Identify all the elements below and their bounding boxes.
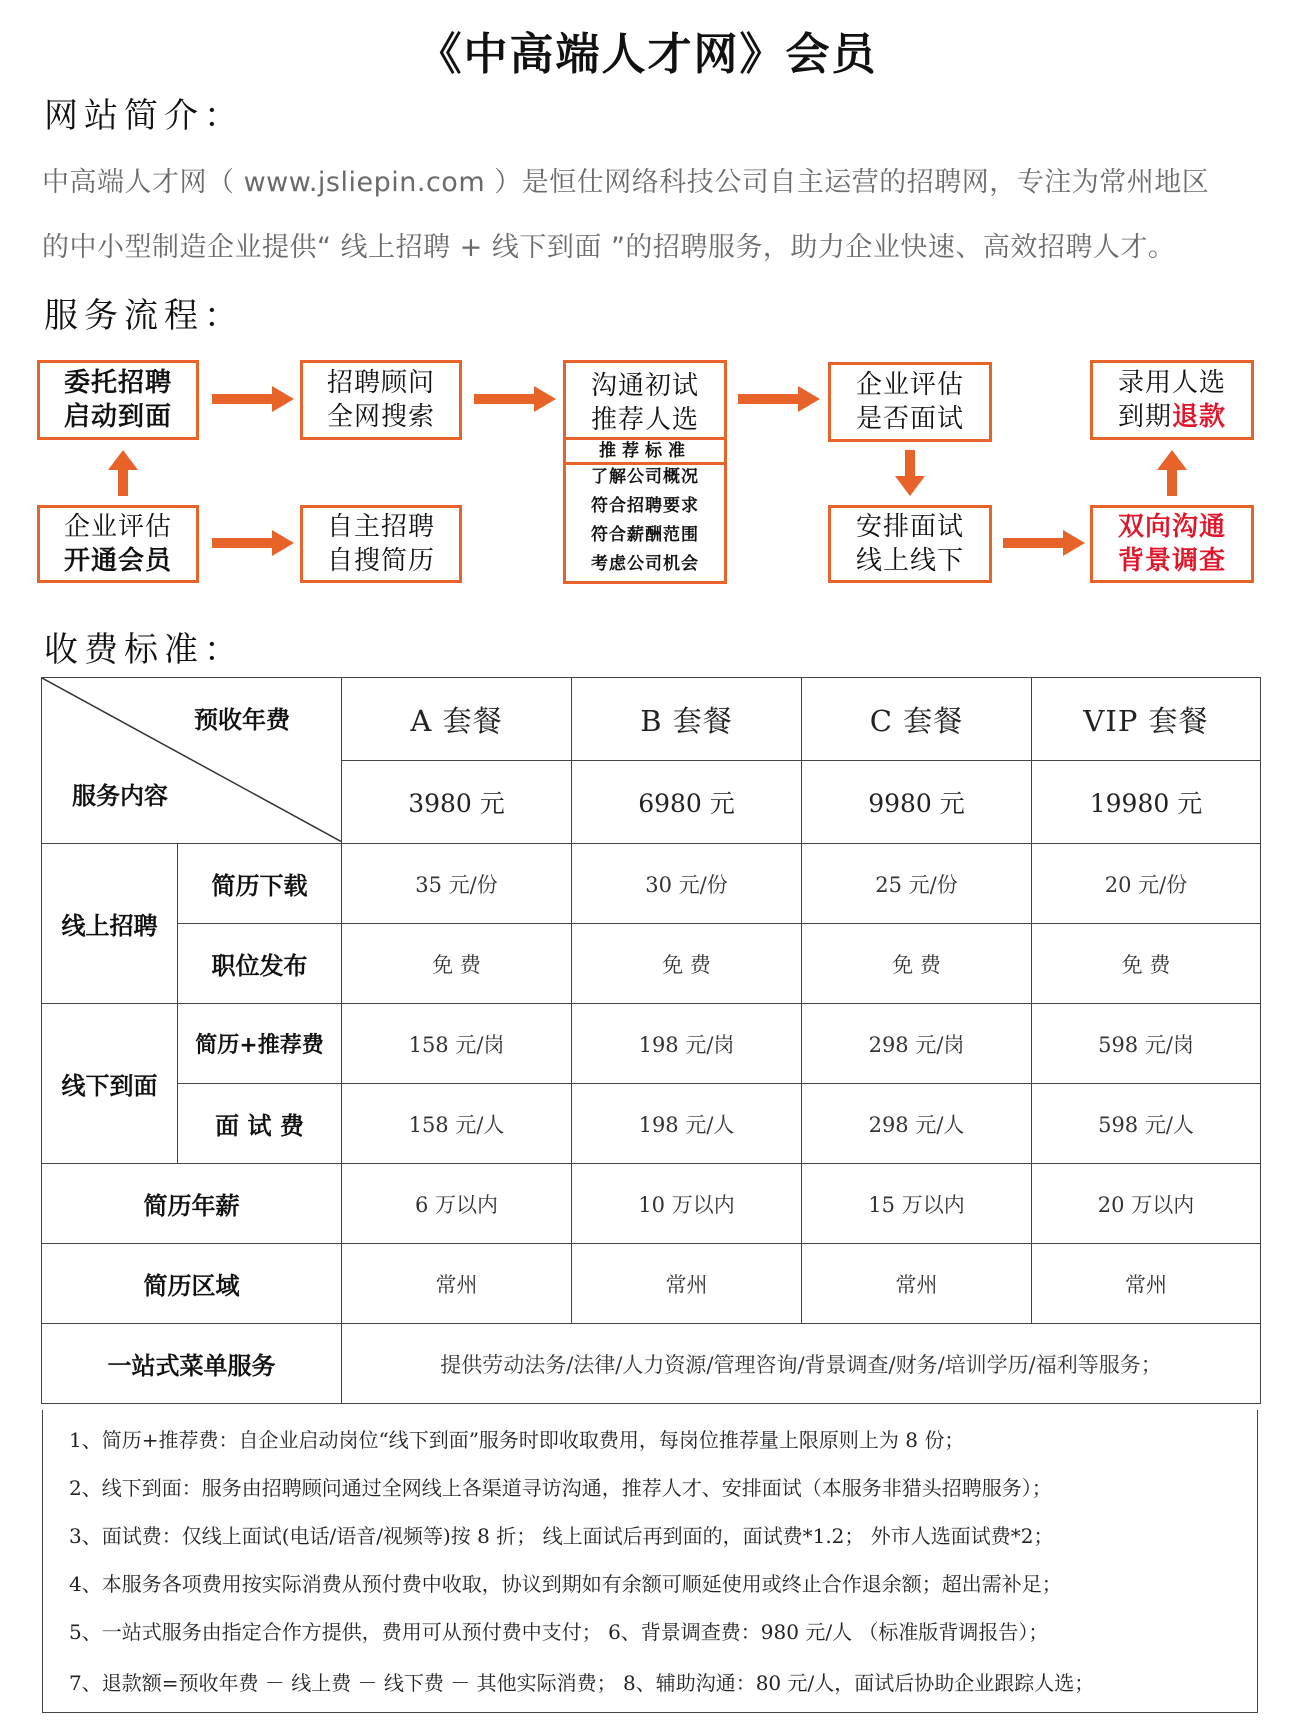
arrow-right-icon bbox=[1003, 530, 1085, 556]
table-cell: 158 元/人 bbox=[342, 1084, 572, 1164]
flow-box-text: 是否面试 bbox=[855, 404, 964, 434]
arrow-down-icon bbox=[895, 450, 925, 496]
note-item: 4、本服务各项费用按实际消费从预付费中收取，协议到期如有余额可顺延使用或终止合作退余额；超出需补足； bbox=[69, 1572, 1062, 1596]
package-header: A 套餐 bbox=[342, 678, 572, 761]
table-cell: 常州 bbox=[802, 1244, 1032, 1324]
table-cell: 6 万以内 bbox=[342, 1164, 572, 1244]
arrow-up-icon bbox=[108, 450, 138, 496]
table-cell: 198 元/岗 bbox=[572, 1004, 802, 1084]
table-cell: 298 元/人 bbox=[802, 1084, 1032, 1164]
flow-box-text: 启动到面 bbox=[63, 402, 172, 432]
fees-heading: 收费标准： bbox=[44, 630, 244, 670]
criteria-item: 符合薪酬范围 bbox=[591, 525, 699, 545]
arrow-up-icon bbox=[1157, 450, 1187, 496]
intro-line-2: 的中小型制造企业提供“ 线上招聘 + 线下到面 ”的招聘服务，助力企业快速、高效招聘人才。 bbox=[42, 232, 1176, 263]
corner-label-service-content: 服务内容 bbox=[72, 782, 168, 810]
arrow-right-icon bbox=[212, 530, 294, 556]
note-item: 1、简历+推荐费：自企业启动岗位“线下到面”服务时即收取费用，每岗位推荐量上限原则上为 8 份； bbox=[69, 1428, 965, 1452]
table-row bbox=[42, 1164, 1261, 1244]
corner-label-annual-fee: 预收年费 bbox=[194, 706, 290, 734]
note-item: 2、线下到面：服务由招聘顾问通过全网线上各渠道寻访沟通，推荐人才、安排面试（本服务非猎头招聘服务）； bbox=[69, 1476, 1052, 1500]
table-cell: 598 元/人 bbox=[1032, 1084, 1261, 1164]
row-label: 简历下载 bbox=[178, 844, 342, 924]
table-cell: 常州 bbox=[342, 1244, 572, 1324]
flow-box-text: 自主招聘 bbox=[326, 512, 435, 542]
flow-arrows bbox=[0, 0, 1295, 640]
table-cell: 10 万以内 bbox=[572, 1164, 802, 1244]
package-price: 9980 元 bbox=[802, 761, 1032, 844]
package-price: 6980 元 bbox=[572, 761, 802, 844]
criteria-item: 考虑公司机会 bbox=[591, 554, 699, 574]
flow-box-text: 自搜简历 bbox=[326, 546, 435, 576]
intro-line-1: 中高端人才网（ www.jsliepin.com ）是恒仕网络科技公司自主运营的招聘网，专注为常州地区 bbox=[42, 167, 1210, 198]
table-cell: 158 元/岗 bbox=[342, 1004, 572, 1084]
flow-box-text: 背景调查 bbox=[1117, 546, 1226, 576]
table-row bbox=[42, 1084, 1261, 1164]
criteria-item: 了解公司概况 bbox=[591, 467, 699, 487]
group-label-online: 线上招聘 bbox=[42, 844, 178, 1004]
flow-heading: 服务流程： bbox=[44, 296, 244, 336]
table-cell: 25 元/份 bbox=[802, 844, 1032, 924]
table-cell: 20 万以内 bbox=[1032, 1164, 1261, 1244]
criteria-item: 符合招聘要求 bbox=[591, 496, 699, 516]
package-header: C 套餐 bbox=[802, 678, 1032, 761]
table-cell: 免 费 bbox=[802, 924, 1032, 1004]
table-cell: 35 元/份 bbox=[342, 844, 572, 924]
table-corner-cell bbox=[42, 678, 342, 844]
table-cell: 20 元/份 bbox=[1032, 844, 1261, 924]
arrow-right-icon bbox=[738, 386, 820, 412]
arrow-right-icon bbox=[212, 386, 294, 412]
table-cell: 免 费 bbox=[1032, 924, 1261, 1004]
table-cell: 常州 bbox=[572, 1244, 802, 1324]
flow-box-text: 线上线下 bbox=[855, 546, 964, 576]
refund-highlight: 退款 bbox=[1172, 402, 1227, 432]
table-cell: 298 元/岗 bbox=[802, 1004, 1032, 1084]
table-row bbox=[42, 1004, 1261, 1084]
fee-notes bbox=[42, 1410, 1258, 1713]
table-cell: 598 元/岗 bbox=[1032, 1004, 1261, 1084]
flow-box-text: 委托招聘 bbox=[63, 368, 172, 398]
diagonal-divider bbox=[42, 678, 342, 842]
recommend-criteria-title: 推荐标准 bbox=[566, 437, 724, 465]
package-price: 19980 元 bbox=[1032, 761, 1261, 844]
one-stop-description: 提供劳动法务/法律/人力资源/管理咨询/背景调查/财务/培训学历/福利等服务； bbox=[342, 1324, 1261, 1404]
table-cell: 免 费 bbox=[572, 924, 802, 1004]
table-cell: 常州 bbox=[1032, 1244, 1261, 1324]
note-item: 3、面试费：仅线上面试(电话/语音/视频等)按 8 折； 线上面试后再到面的，面试费*1.2； 外市人选面试费*2； bbox=[69, 1524, 1054, 1548]
flow-box-text: 安排面试 bbox=[855, 512, 964, 542]
package-header: VIP 套餐 bbox=[1032, 678, 1261, 761]
flow-box-text: 到期 bbox=[1117, 402, 1172, 432]
row-label: 面 试 费 bbox=[178, 1084, 342, 1164]
group-label-offline: 线下到面 bbox=[42, 1004, 178, 1164]
row-label: 简历区域 bbox=[42, 1244, 342, 1324]
document-title: 《中高端人才网》会员 bbox=[417, 29, 878, 80]
arrow-right-icon bbox=[474, 386, 556, 412]
flow-box-text: 双向沟通 bbox=[1117, 512, 1226, 542]
table-cell: 免 费 bbox=[342, 924, 572, 1004]
note-item: 7、退款额=预收年费 － 线上费 － 线下费 － 其他实际消费； 8、辅助沟通：80 元/人，面试后协助企业跟踪人选； bbox=[69, 1671, 1095, 1695]
table-row bbox=[42, 844, 1261, 924]
flow-box-text: 推荐人选 bbox=[590, 405, 699, 435]
table-cell: 15 万以内 bbox=[802, 1164, 1032, 1244]
note-item: 5、一站式服务由指定合作方提供，费用可从预付费中支付； 6、背景调查费：980 元/人 （标准版背调报告）； bbox=[69, 1620, 1049, 1644]
table-row bbox=[42, 1324, 1261, 1404]
table-cell: 198 元/人 bbox=[572, 1084, 802, 1164]
flow-box-text: 录用人选 bbox=[1117, 368, 1226, 398]
row-label-one-stop: 一站式菜单服务 bbox=[42, 1324, 342, 1404]
flow-box-text: 招聘顾问 bbox=[326, 368, 435, 398]
flow-box-text: 全网搜索 bbox=[326, 402, 435, 432]
intro-heading: 网站简介： bbox=[44, 96, 244, 136]
row-label: 职位发布 bbox=[178, 924, 342, 1004]
table-cell: 30 元/份 bbox=[572, 844, 802, 924]
flow-box-text: 开通会员 bbox=[63, 546, 172, 576]
flow-box-text: 沟通初试 bbox=[590, 371, 699, 401]
flow-box-text: 企业评估 bbox=[855, 370, 964, 400]
row-label: 简历年薪 bbox=[42, 1164, 342, 1244]
fee-table bbox=[41, 677, 1261, 1404]
flow-box-text: 企业评估 bbox=[63, 512, 172, 542]
row-label: 简历+推荐费 bbox=[178, 1004, 342, 1084]
package-price: 3980 元 bbox=[342, 761, 572, 844]
table-row bbox=[42, 1244, 1261, 1324]
package-header: B 套餐 bbox=[572, 678, 802, 761]
table-row bbox=[42, 924, 1261, 1004]
